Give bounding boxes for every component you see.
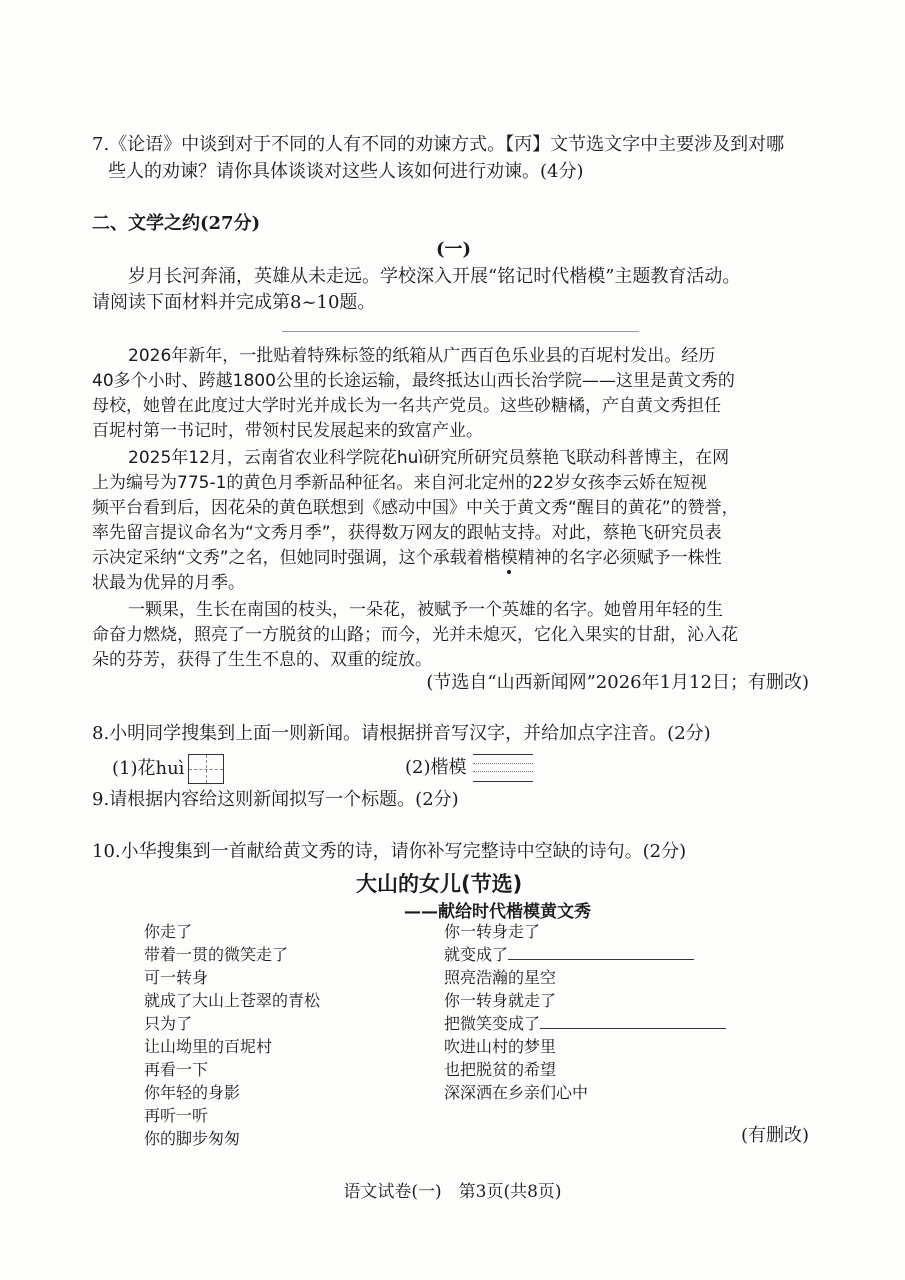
question-10: 10.小华搜集到一首献给黄文秀的诗，请你补写完整诗中空缺的诗句。(2分) xyxy=(92,841,687,862)
news-p3-line: 命奋力燃烧，照亮了一方脱贫的山路；而今，光并未熄灭，它化入果实的甘甜，沁入花 xyxy=(92,625,738,645)
poem-line: 你一转身就走了 xyxy=(444,991,557,1010)
question-8: 8.小明同学搜集到上面一则新闻。请根据拼音写汉字，并给加点字注音。(2分) xyxy=(92,723,711,744)
intro-line1: 岁月长河奔涌，英雄从未走远。学校深入开展“铭记时代楷模”主题教育活动。 xyxy=(128,266,741,287)
news-p1-line: 2026年新年，一批贴着特殊标签的纸箱从广西百色乐业县的百坭村发出。经历 xyxy=(128,346,716,366)
poem-remark: (有删改) xyxy=(740,1125,809,1146)
poem-line: 你的脚步匆匆 xyxy=(144,1129,241,1148)
poem-line: 深深洒在乡亲们心中 xyxy=(444,1083,589,1102)
news-p3-line: 朵的芬芳，获得了生生不息的、双重的绽放。 xyxy=(92,650,432,670)
answer-blank[interactable] xyxy=(508,943,694,960)
poem-line: 就成了大山上苍翠的青松 xyxy=(144,991,321,1010)
poem-line: 再看一下 xyxy=(144,1060,209,1079)
question-8-part2 xyxy=(405,754,533,782)
news-p3-line: 一颗果，生长在南国的枝头，一朵花，被赋予一个英雄的名字。她曾用年轻的生 xyxy=(128,600,723,620)
news-p2-line: 2025年12月，云南省农业科学院花huì研究所研究员蔡艳飞联动科普博主，在网 xyxy=(128,448,730,468)
poem-line: 带着一贯的微笑走了 xyxy=(144,945,289,964)
dotted-character: 模 xyxy=(500,548,518,568)
news-p1-line: 百坭村第一书记时，带领村民发展起来的致富产业。 xyxy=(92,421,483,441)
poem-line xyxy=(444,1012,726,1035)
intro-line2: 请阅读下面材料并完成第8~10题。 xyxy=(92,292,376,313)
poem-line: 吹进山村的梦里 xyxy=(444,1037,557,1056)
section-title: 二、文学之约(27分) xyxy=(92,213,261,234)
divider xyxy=(282,331,639,332)
news-p2-line: 频平台看到后，因花朵的黄色联想到《感动中国》中关于黄文秀“醒目的黄花”的赞誉， xyxy=(92,498,739,518)
poem-line xyxy=(444,943,726,966)
q8-part2-label: (2)楷模 xyxy=(405,757,467,778)
question-7-line2: 些人的劝谏？请你具体谈谈对这些人该如何进行劝谏。(4分) xyxy=(108,161,584,182)
question-8-part1 xyxy=(112,754,224,784)
poem-dedication: ——献给时代楷模黄文秀 xyxy=(404,902,591,922)
poem-line: 只为了 xyxy=(144,1014,193,1033)
q8-part1-label: (1)花huì xyxy=(112,758,185,779)
poem-line: 再听一听 xyxy=(144,1106,209,1125)
poem-line: 也把脱贫的希望 xyxy=(444,1060,557,1079)
poem-title: 大山的女儿(节选) xyxy=(356,872,523,896)
poem-line-text: 把微笑变成了 xyxy=(444,1014,541,1033)
question-7-line1: 7.《论语》中谈到对于不同的人有不同的劝谏方式。【丙】文节选文字中主要涉及到对哪 xyxy=(92,134,785,155)
poem-line: 你走了 xyxy=(144,922,193,941)
page-footer: 语文试卷(一) 第3页(共8页) xyxy=(343,1182,562,1202)
news-p1-line: 40多个小时、跨越1800公里的长途运输，最终抵达山西长治学院——这里是黄文秀的 xyxy=(92,371,735,391)
question-9: 9.请根据内容给这则新闻拟写一个标题。(2分) xyxy=(92,789,459,810)
pinyin-writing-lines[interactable] xyxy=(473,754,533,782)
news-p1-line: 母校，她曾在此度过大学时光并成长为一名共产党员。这些砂糖橘，产自黄文秀担任 xyxy=(92,396,721,416)
character-writing-box[interactable] xyxy=(188,754,224,784)
news-p2-line: 状最为优异的月季。 xyxy=(92,573,245,593)
subsection-title: (一) xyxy=(436,239,472,260)
news-p2-text: 示决定采纳“文秀”之名，但她同时强调，这个承载着楷 xyxy=(92,548,501,568)
poem-line: 你一转身走了 xyxy=(444,922,541,941)
news-p2-line: 率先留言提议命名为“文秀月季”，获得数万网友的跟帖支持。对此，蔡艳飞研究员表 xyxy=(92,523,722,543)
news-source: (节选自“山西新闻网”2026年1月12日；有删改) xyxy=(426,672,809,693)
answer-blank[interactable] xyxy=(540,1012,726,1029)
poem-line: 让山坳里的百坭村 xyxy=(144,1037,273,1056)
news-p2-text: 精神的名字必须赋予一株性 xyxy=(517,548,722,568)
poem-line-text: 就变成了 xyxy=(444,945,509,964)
poem-line: 可一转身 xyxy=(144,968,209,987)
news-p2-line: 上为编号为775-1的黄色月季新品种征名。来自河北定州的22岁女孩李云娇在短视 xyxy=(92,473,708,493)
news-p2-line xyxy=(92,543,722,568)
poem-left-column xyxy=(144,920,320,1150)
poem-line: 你年轻的身影 xyxy=(144,1083,241,1102)
poem-line: 照亮浩瀚的星空 xyxy=(444,968,557,987)
poem-right-column xyxy=(444,920,726,1104)
